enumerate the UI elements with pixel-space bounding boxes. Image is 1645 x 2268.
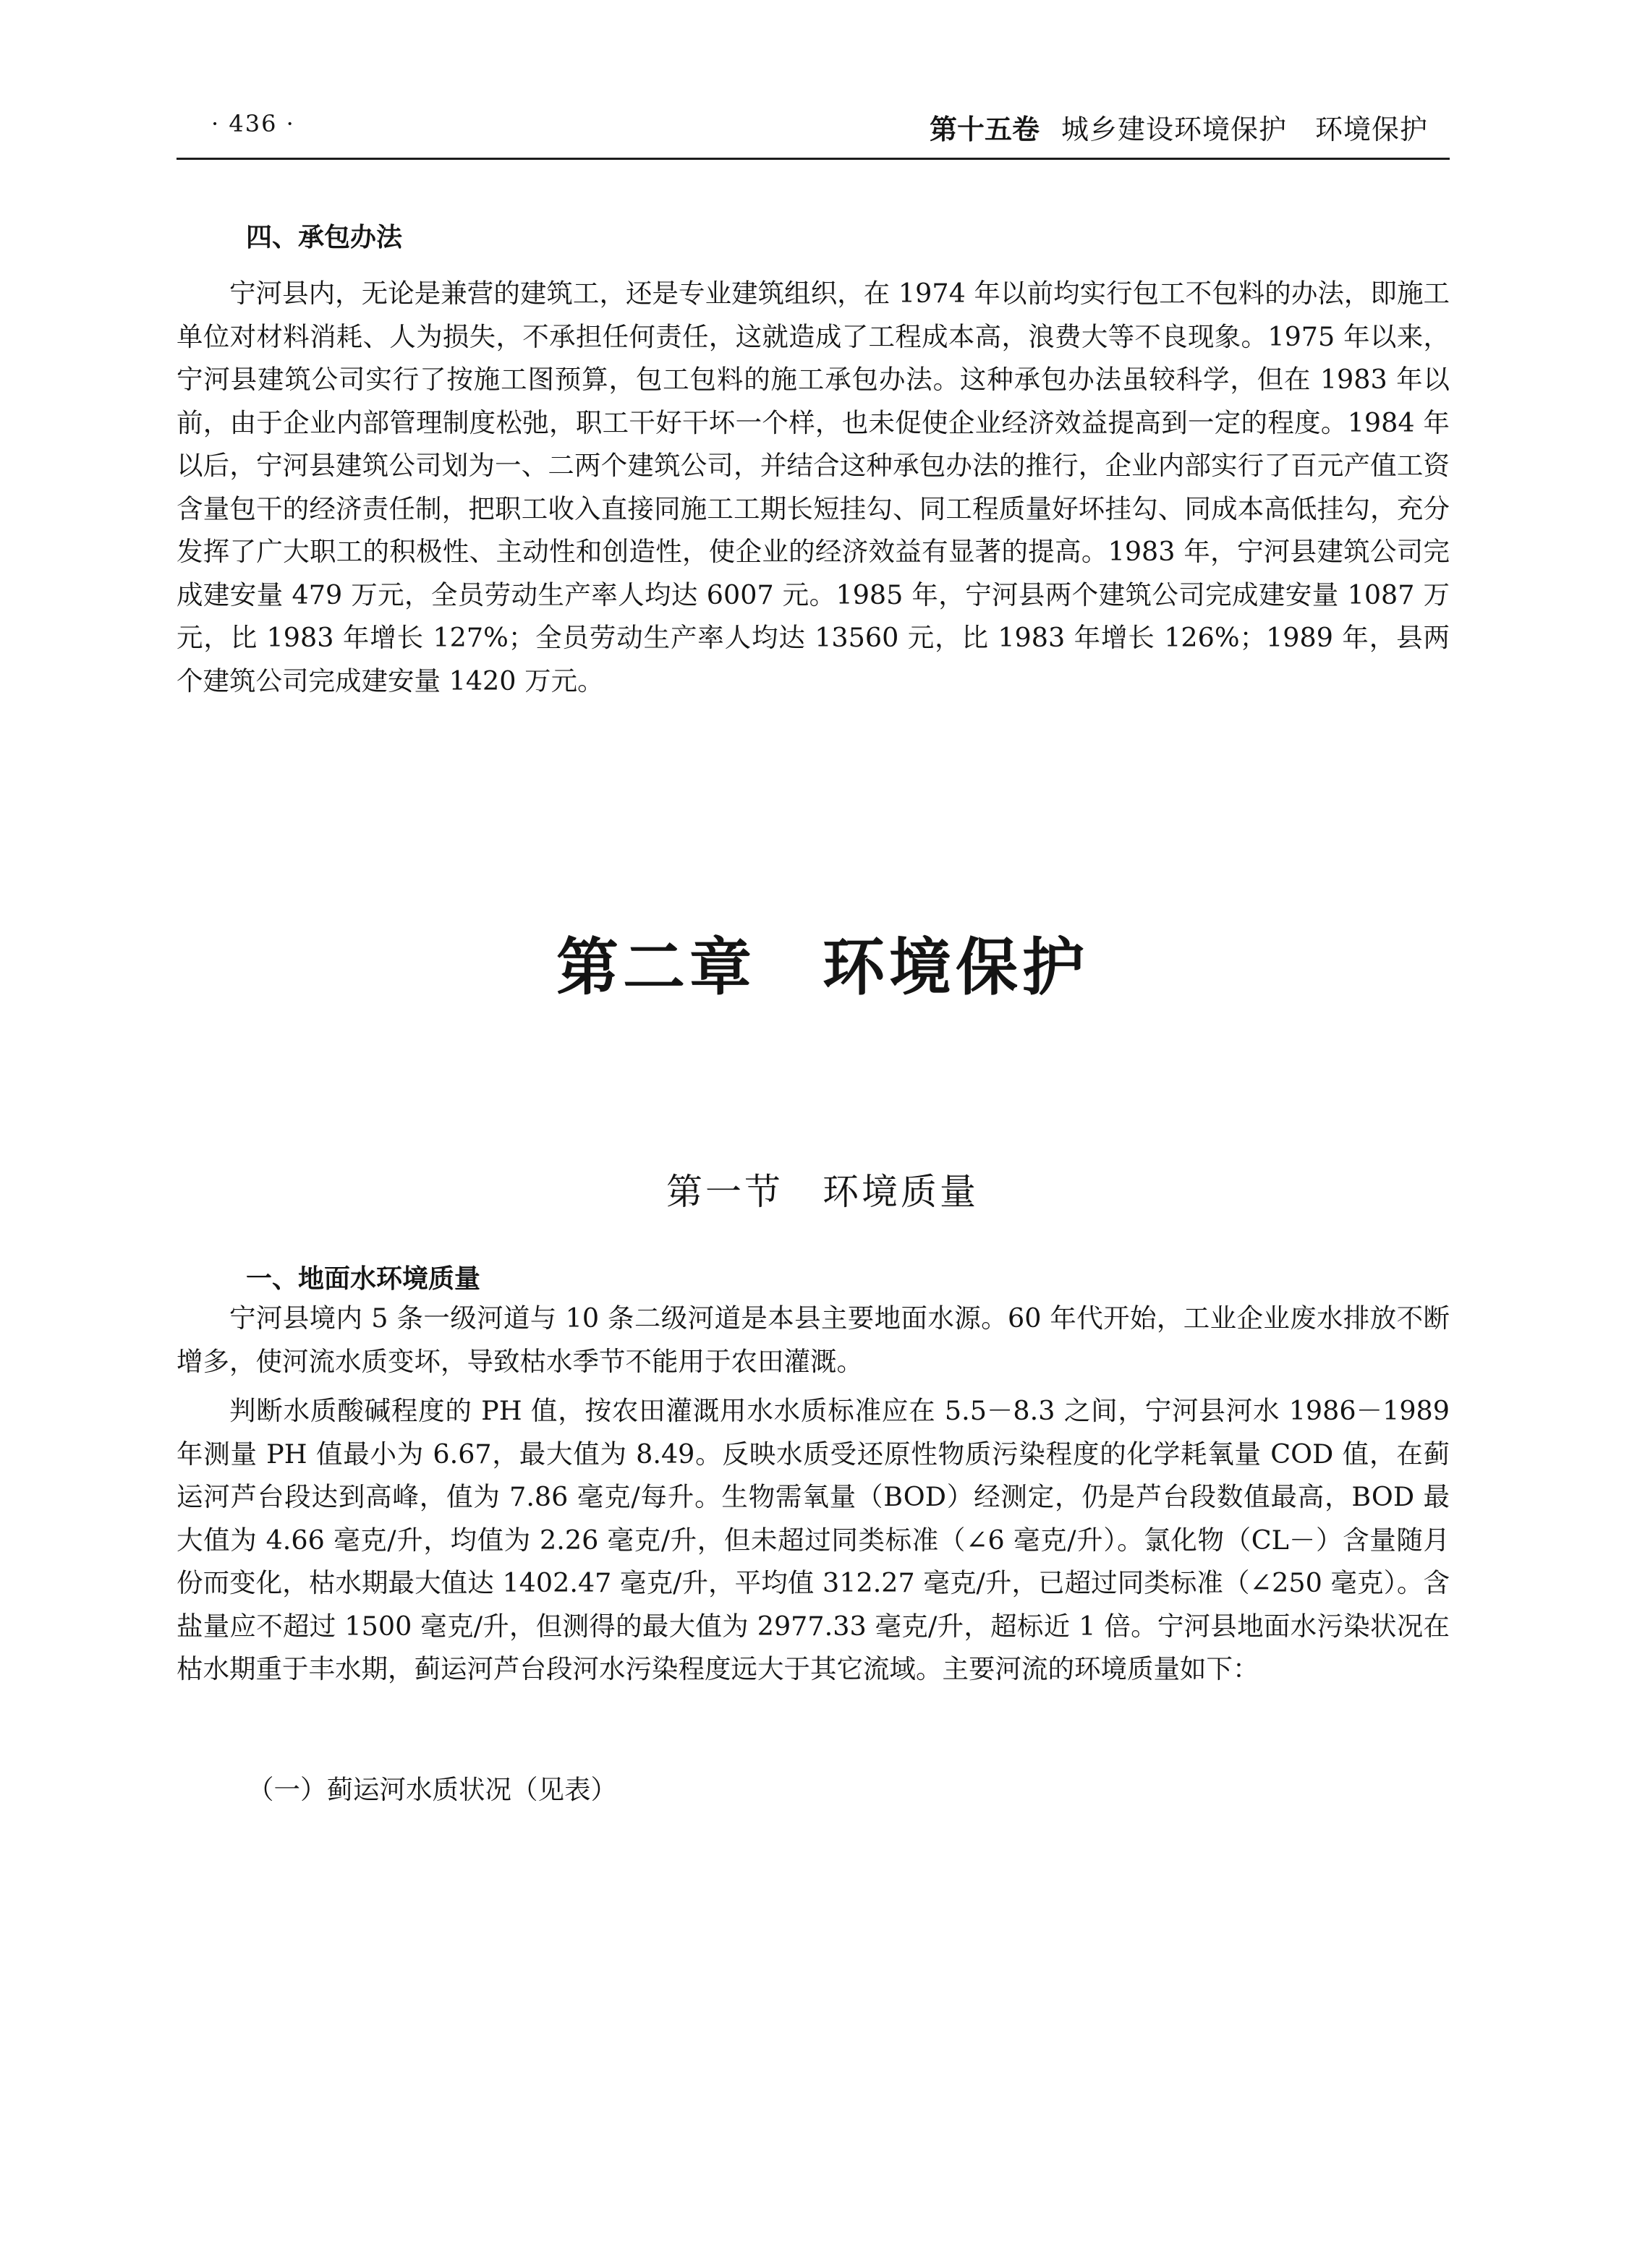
chapter-title: 第二章 环境保护: [556, 932, 1089, 1004]
heading-contract-method: 四、承包办法: [246, 223, 403, 252]
section-path: 城乡建设环境保护 环境保护: [1060, 114, 1428, 145]
header-rule: [177, 158, 1450, 160]
heading-surface-water: 一、地面水环境质量: [246, 1264, 481, 1294]
paragraph-contract-method: 宁河县内，无论是兼营的建筑工，还是专业建筑组织，在 1974 年以前均实行包工不包料的办法，即施工单位对材料消耗、人为损失，不承担任何责任，这就造成了工程成本高，浪费大等不良现象。1975 年以来，宁河县建筑公司实行了按施工图预算，包工包料的施工承包办法。这种承包办法虽较科学，但在 1983 年以前，由于企业内部管理制度松弛，职工干好干坏一个样，也未促使企业经济效益提高到一定的程度。1984 年以后，宁河县建筑公司划为一、二两个建筑公司，并结合这种承包办法的推行，企业内部实行了百元产值工资含量包干的经济责任制，把职工收入直接同施工工期长短挂勾、同工程质量好坏挂勾、同成本高低挂勾，充分发挥了广大职工的积极性、主动性和创造性，使企业的经济效益有显著的提高。1983 年，宁河县建筑公司完成建安量 479 万元，全员劳动生产率人均达 6007 元。1985 年，宁河县两个建筑公司完成建安量 1087 万元，比 1983 年增长 127%；全员劳动生产率人均达 13560 元，比 1983 年增长 126%；1989 年，县两个建筑公司完成建安量 1420 万元。: [177, 278, 1450, 696]
paragraph-surface-water-quality: 判断水质酸碱程度的 PH 值，按农田灌溉用水水质标准应在 5.5－8.3 之间，宁河县河水 1986－1989 年测量 PH 值最小为 6.67，最大值为 8.49。反映水质受还原性物质污染程度的化学耗氧量 COD 值，在蓟运河芦台段达到高峰，值为 7.86 毫克/每升。生物需氧量（BOD）经测定，仍是芦台段数值最高，BOD 最大值为 4.66 毫克/升，均值为 2.26 毫克/升，但未超过同类标准（∠6 毫克/升）。氯化物（CL－）含量随月份而变化，枯水期最大值达 1402.47 毫克/升，平均值 312.27 毫克/升，已超过同类标准（∠250 毫克）。含盐量应不超过 1500 毫克/升，但测得的最大值为 2977.33 毫克/升，超标近 1 倍。宁河县地面水污染状况在枯水期重于丰水期，蓟运河芦台段河水污染程度远大于其它流域。主要河流的环境质量如下：: [177, 1395, 1450, 1684]
section-title: 第一节 环境质量: [666, 1171, 979, 1213]
page-number: · 436 ·: [211, 110, 295, 137]
table-reference: （一）蓟运河水质状况（见表）: [247, 1774, 617, 1805]
paragraph-surface-water-intro: 宁河县境内 5 条一级河道与 10 条二级河道是本县主要地面水源。60 年代开始，工业企业废水排放不断增多，使河流水质变坏，导致枯水季节不能用于农田灌溉。: [177, 1303, 1450, 1377]
volume-label: 第十五卷: [929, 113, 1040, 145]
running-head: [930, 107, 1428, 147]
